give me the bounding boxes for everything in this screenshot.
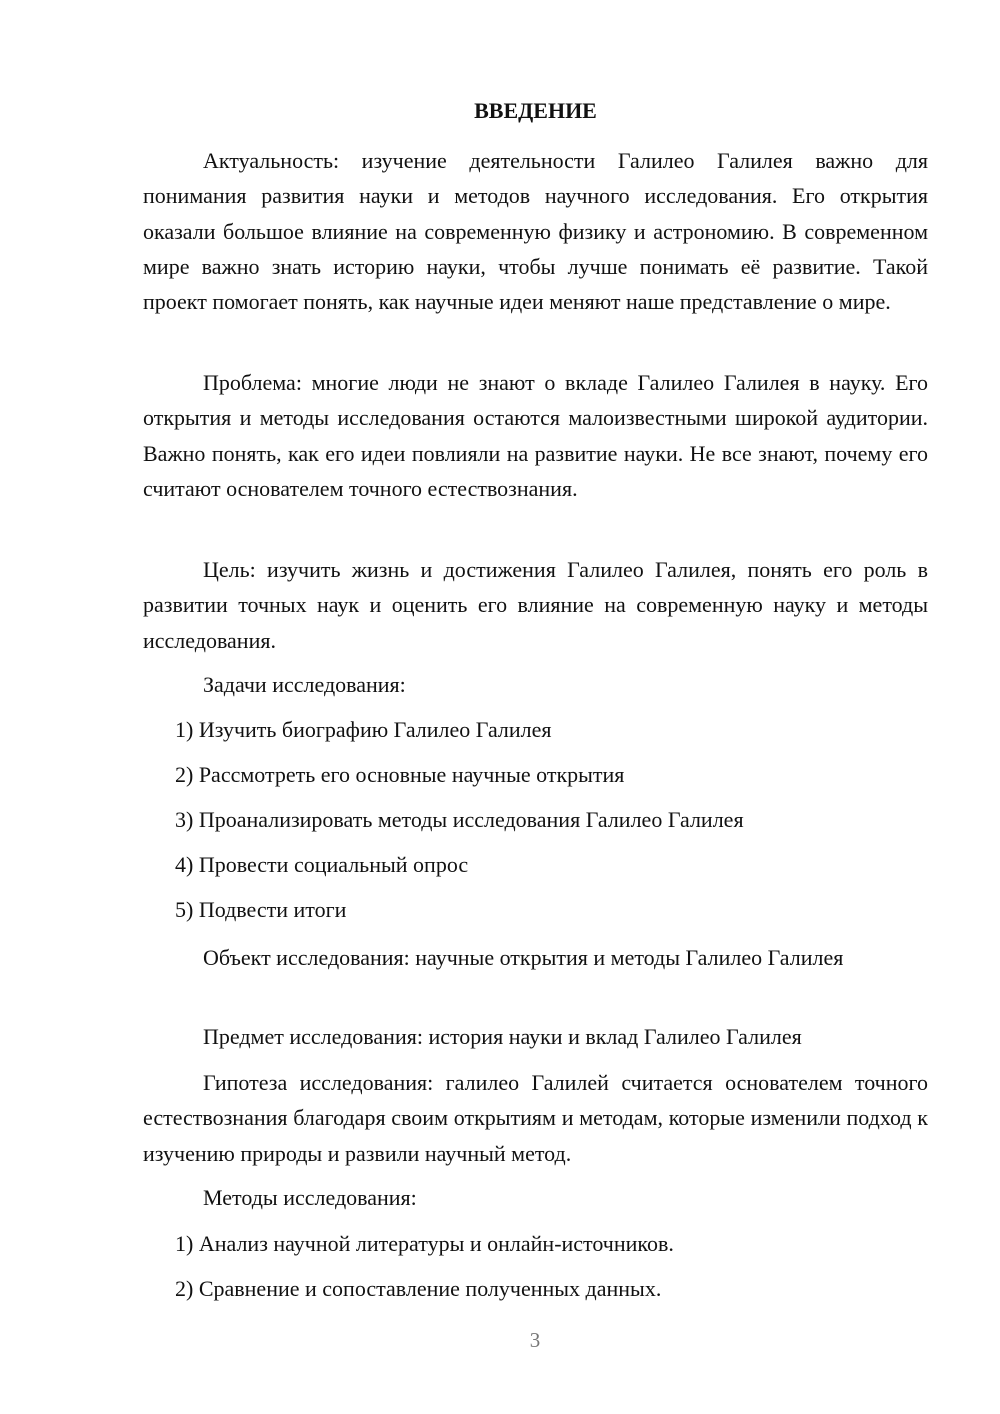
method-item-1: 1) Анализ научной литературы и онлайн-источников. xyxy=(175,1231,674,1256)
page-number: 3 xyxy=(529,1328,541,1352)
problem-paragraph: Проблема: многие люди не знают о вкладе Галилео Галилея в науку. Его открытия и методы исследования остаются малоизвестными широкой аудитории. Важно понять, как его идеи повлияли на развитие науки. Не все знают, почему его считают основателем точного естествознания. xyxy=(143,370,928,501)
methods-label: Методы исследования: xyxy=(203,1185,417,1210)
task-item-2: 2) Рассмотреть его основные научные открытия xyxy=(175,762,625,787)
method-item-2: 2) Сравнение и сопоставление полученных данных. xyxy=(175,1276,662,1301)
task-item-3: 3) Проанализировать методы исследования Галилео Галилея xyxy=(175,807,744,832)
task-item-1: 1) Изучить биографию Галилео Галилея xyxy=(175,717,552,742)
subject-paragraph: Предмет исследования: история науки и вклад Галилео Галилея xyxy=(203,1024,802,1049)
task-item-4: 4) Провести социальный опрос xyxy=(175,852,469,877)
task-item-5: 5) Подвести итоги xyxy=(175,897,347,922)
object-paragraph: Объект исследования: научные открытия и методы Галилео Галилея xyxy=(203,945,844,970)
goal-paragraph: Цель: изучить жизнь и достижения Галилео Галилея, понять его роль в развитии точных наук и оценить его влияние на современную науку и методы исследования. xyxy=(143,557,928,653)
section-heading: ВВЕДЕНИЕ xyxy=(474,98,597,123)
tasks-label: Задачи исследования: xyxy=(203,672,406,697)
relevance-paragraph: Актуальность: изучение деятельности Галилео Галилея важно для понимания развития науки и методов научного исследования. Его открытия оказали большое влияние на современную физику и астрономию. В современном мире важно знать историю науки, чтобы лучше понимать её развитие. Такой проект помогает понять, как научные идеи меняют наше представление о мире. xyxy=(143,148,928,315)
hypothesis-paragraph: Гипотеза исследования: галилео Галилей считается основателем точного естествознания благодаря своим открытиям и методам, которые изменили подход к изучению природы и развили научный метод. xyxy=(143,1070,928,1166)
